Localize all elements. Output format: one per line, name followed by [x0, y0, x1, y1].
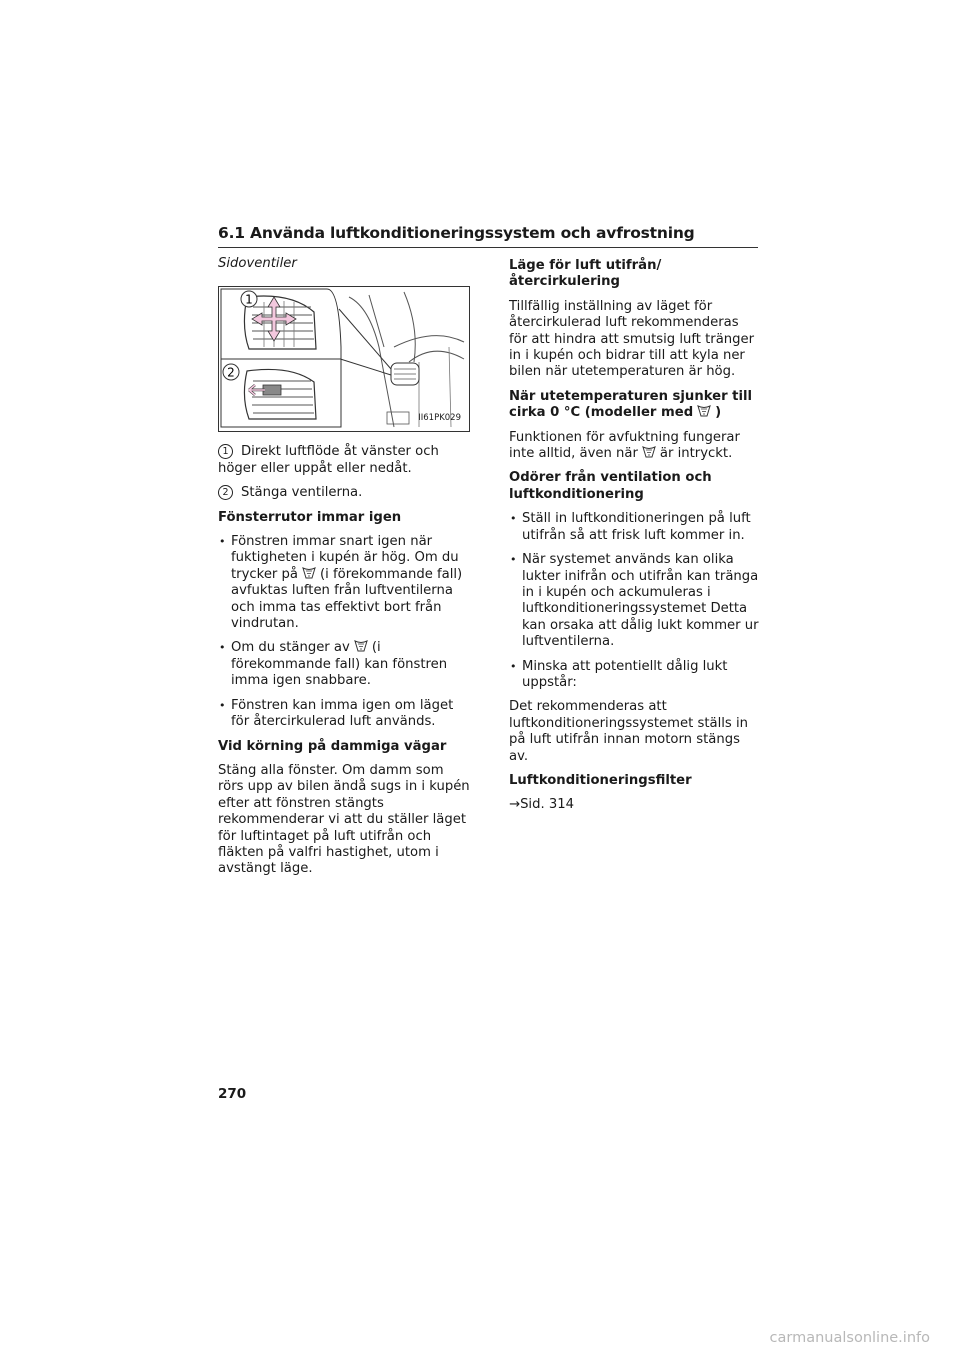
- heading-odors: Odörer från ventilation och luftkonditionering: [509, 470, 712, 502]
- section-header: 6.1 Använda luftkonditioneringssystem och avfrostning: [218, 224, 758, 248]
- ac-button-icon: [697, 405, 711, 417]
- air-mode-text: Tillfällig inställning av läget för återcirkulerad luft rekommenderas för att hindra att smutsig luft tränger in i kupén och bidrar till att kyla ner bilen när utetemperaturen är hög.: [509, 298, 755, 380]
- list-item: • Minska att potentiellt dålig lukt uppstår:: [509, 659, 759, 692]
- ac-button-icon: [302, 567, 316, 579]
- watermark: carmanualsonline.info: [769, 1330, 930, 1346]
- item-1: 1 Direkt luftflöde åt vänster och höger eller uppåt eller nedåt.: [218, 444, 439, 476]
- heading-filter: Luftkonditioneringsfilter: [509, 772, 692, 788]
- item-2: 2 Stänga ventilerna.: [218, 485, 472, 501]
- fogging-list: [218, 534, 472, 730]
- heading-air-mode: Läge för luft utifrån/återcirkulering: [509, 258, 662, 290]
- callout-1: 1: [245, 292, 253, 307]
- figure-code: II61PK029: [418, 413, 461, 423]
- dusty-roads-text: Stäng alla fönster. Om damm som rörs upp av bilen ändå sugs in i kupén efter att fönstren stängts rekommenderar vi att du ställer läget för luftintaget på luft utifrån och fläkten på valfri hastighet, utom i avstängt läge.: [218, 762, 470, 877]
- odors-recommendation: Det rekommenderas att luftkonditioneringssystemet ställs in på luft utifrån innan motorn stängs av.: [509, 699, 748, 764]
- heading-low-temp: När utetemperaturen sjunker till cirka 0 °C (modeller med ): [509, 388, 753, 421]
- page-number: 270: [218, 1086, 247, 1102]
- list-item: • Fönstren kan imma igen om läget för återcirkulerad luft används.: [218, 698, 472, 731]
- left-column: [218, 256, 472, 886]
- filter-reference[interactable]: →Sid. 314: [509, 797, 575, 813]
- ac-button-icon: [642, 446, 656, 458]
- list-item: • Ställ in luftkonditioneringen på luft utifrån så att frisk luft kommer in.: [509, 511, 759, 544]
- vent-illustration: [218, 286, 470, 432]
- heading-fogging: Fönsterrutor immar igen: [218, 509, 402, 525]
- list-item: • Om du stänger av (i förekommande fall) kan fönstren imma igen snabbare.: [218, 640, 472, 689]
- list-item: • Fönstren immar snart igen när fuktigheten i kupén är hög. Om du trycker på (i förekommande fall) avfuktas luften från luftventilerna och imma tas effektivt bort från vindrutan.: [218, 534, 472, 632]
- item-2-number: 2: [218, 485, 233, 500]
- subtitle: Sidoventiler: [218, 256, 297, 271]
- list-item: • När systemet används kan olika lukter inifrån och utifrån kan tränga in i kupén och ackumuleras i luftkonditioneringssystemet Detta kan orsaka att dålig lukt kommer ur luftventilerna.: [509, 552, 759, 650]
- ac-button-icon: [354, 640, 368, 652]
- low-temp-text: Funktionen för avfuktning fungerar inte alltid, även när är intryckt.: [509, 429, 740, 462]
- arrow-right-icon: →: [509, 797, 521, 813]
- heading-dusty-roads: Vid körning på dammiga vägar: [218, 738, 447, 754]
- item-1-number: 1: [218, 444, 233, 459]
- odors-list: [509, 511, 759, 691]
- callout-2: 2: [227, 365, 235, 380]
- right-column: [509, 258, 759, 822]
